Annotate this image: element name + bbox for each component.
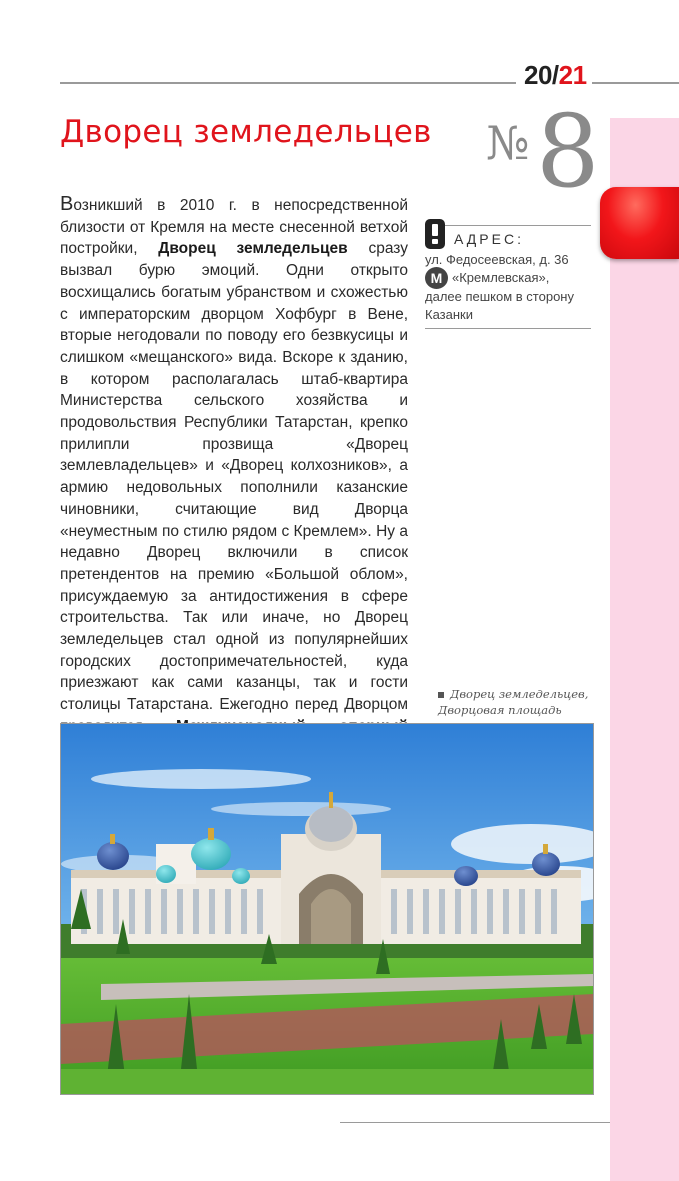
article-title: Дворец земледельцев — [60, 114, 432, 150]
warning-icon — [425, 219, 445, 249]
number-sign: № — [486, 116, 530, 170]
directions-line-1: далее пешком в сторону — [425, 289, 574, 304]
number-digit: 8 — [536, 93, 600, 210]
caption-line-2: Дворцовая площадь — [438, 703, 562, 717]
red-tab-marker-icon — [600, 187, 679, 259]
address-label: АДРЕС: — [454, 231, 524, 247]
page-number-right: 21 — [558, 60, 587, 90]
info-rule-top — [425, 225, 591, 226]
side-band — [610, 118, 679, 1181]
info-rule-bottom — [425, 328, 591, 329]
page-numbers — [524, 60, 587, 91]
article-bold-1: Дворец земледельцев — [158, 240, 348, 258]
photo-caption — [438, 686, 588, 718]
article-text-2: сразу вызвал бурю эмоций. Одни открыто восхищались богатым убранством и схожестью с императорским дворцом Хофбург в Вене, вторые негодовали по поводу его безвкусицы и слишком «мещанского» вида. Вскоре к зданию, в котором располагалась штаб-квартира Министерства сельского хозяйства и продовольствия Республики Татарстан, крепко прилипли прозвища «Дворец землевладельцев» и «Дворец колхозников», а армию недовольных пополнили казанские чиновники, считающие вид Дворца «неуместным по стилю рядом с Кремлем». Ну а недавно Дворец включили в список претендентов на премию «Большой облом», присуждаемую за антидостижения в сфере строительства. Так или иначе, но Дворец земледельцев стал одной из популярнейших городских достопримечательностей, куда приезжают как сами казанцы, так и гости столицы Татарстана. Ежегодно перед Дворцом — [60, 240, 408, 714]
metro-icon: М — [425, 267, 448, 289]
palace-photo — [60, 723, 594, 1095]
footer-rule — [340, 1122, 610, 1123]
caption-line-1: Дворец земледельцев, — [450, 687, 589, 701]
dropcap: В — [60, 193, 74, 215]
page-number-left: 20/ — [524, 60, 559, 90]
address-text: ул. Федосеевская, д. 36 — [425, 252, 569, 267]
article-body — [60, 194, 408, 781]
caption-bullet-icon — [438, 692, 444, 698]
metro-station: «Кремлевская», — [452, 270, 550, 285]
article-text-1: озникший в 2010 г. в непосредственной близости от Кремля на месте снесенной ветхой постройки, — [60, 197, 408, 258]
header-rule-left — [60, 82, 516, 84]
directions-line-2: Казанки — [425, 307, 473, 322]
header-rule-right — [592, 82, 679, 84]
